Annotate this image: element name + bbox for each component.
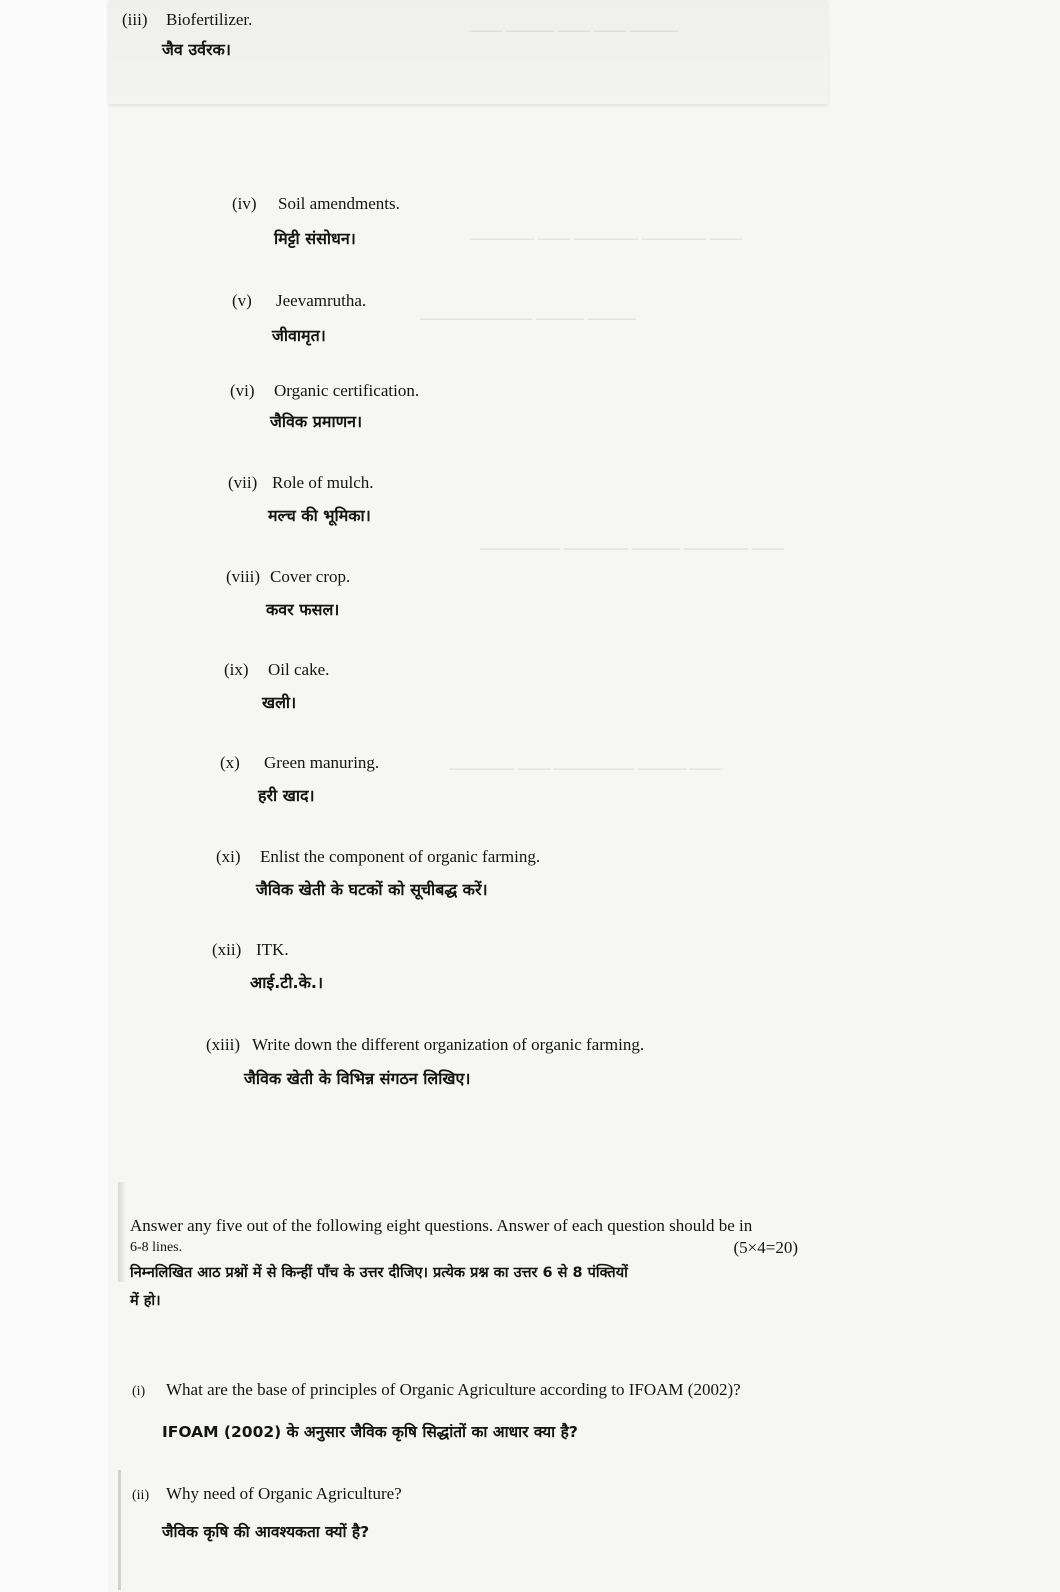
question-text-en: Biofertilizer. — [166, 10, 253, 29]
question-number: (ii) — [132, 1488, 150, 1503]
question-item — [206, 1035, 644, 1055]
question-text-hi: जैविक खेती के विभिन्न संगठन लिखिए। — [244, 1069, 471, 1088]
question-text-en: Role of mulch. — [272, 473, 374, 492]
question-number: (i) — [132, 1384, 146, 1399]
marks-label: (5×4=20) — [733, 1238, 798, 1257]
bleed-through-text: ————— ———— ——— ———— —— — [480, 540, 784, 557]
question-text-hi: जैविक कृषि की आवश्यकता क्यों है? — [162, 1523, 370, 1541]
question-text-hi: जैविक खेती के घटकों को सूचीबद्ध करें। — [256, 880, 488, 899]
question-text-en: ITK. — [256, 940, 289, 959]
page-edge-shadow — [118, 1182, 126, 1282]
question-item — [212, 940, 289, 960]
question-text-hi: जीवामृत। — [272, 326, 326, 345]
question-text-en: Jeevamrutha. — [276, 291, 367, 310]
question-text-en: Cover crop. — [270, 567, 351, 586]
question-text-en: Green manuring. — [264, 753, 380, 772]
instruction-hi-line-1: निम्नलिखित आठ प्रश्नों में से किन्हीं पाँच के उत्तर दीजिए। प्रत्येक प्रश्न का उत्तर 6 से 8 पंक्तियों — [130, 1265, 628, 1281]
instruction-en-line-1: Answer any five out of the following eight questions. Answer of each question should be in — [130, 1216, 753, 1235]
question-text-hi: IFOAM (2002) के अनुसार जैविक कृषि सिद्धांतों का आधार क्या है? — [162, 1423, 578, 1441]
question-text-en: What are the base of principles of Organic Agriculture according to IFOAM (2002)? — [166, 1380, 741, 1399]
question-number: (xiii) — [206, 1035, 240, 1054]
bleed-through-text: ——————— ——— ——— — [420, 310, 636, 327]
question-item — [230, 381, 419, 401]
question-item — [220, 753, 379, 773]
page-margin — [0, 0, 108, 1592]
question-text-hi: कवर फसल। — [266, 600, 340, 619]
question-number: (vii) — [228, 473, 258, 492]
question-text-en: Why need of Organic Agriculture? — [166, 1484, 402, 1503]
question-item — [132, 1380, 741, 1400]
question-number: (v) — [232, 291, 252, 310]
instruction-hi-line-2: में हो। — [130, 1293, 161, 1309]
bleed-through-text: —— ——— —— —— ——— — [470, 22, 678, 39]
instruction-en-line-2: 6-8 lines. — [130, 1240, 183, 1255]
question-text-hi: हरी खाद। — [258, 786, 315, 805]
question-text-en: Enlist the component of organic farming. — [260, 847, 541, 866]
question-number: (vi) — [230, 381, 255, 400]
question-text-en: Write down the different organization of organic farming. — [252, 1035, 645, 1054]
question-text-hi: जैविक प्रमाणन। — [270, 412, 363, 431]
question-number: (iv) — [232, 194, 257, 213]
question-number: (ix) — [224, 660, 249, 679]
question-text-en: Soil amendments. — [278, 194, 400, 213]
section-instructions — [130, 1216, 800, 1310]
bleed-through-text: ———— —— ————— ——— —— — [450, 760, 722, 777]
question-text-hi: मिट्टी संसोधन। — [274, 229, 356, 248]
question-text-hi: आई.टी.के.। — [250, 973, 324, 992]
question-item — [216, 847, 540, 867]
question-item — [122, 10, 252, 30]
question-item — [232, 291, 366, 311]
question-text-en: Organic certification. — [274, 381, 420, 400]
question-text-hi: जैव उर्वरक। — [162, 40, 231, 59]
question-number: (iii) — [122, 10, 148, 29]
question-number: (xi) — [216, 847, 241, 866]
question-item — [224, 660, 329, 680]
page-edge-shadow — [118, 1470, 121, 1590]
question-item — [232, 194, 400, 214]
question-number: (xii) — [212, 940, 242, 959]
question-text-en: Oil cake. — [268, 660, 330, 679]
question-item — [132, 1484, 402, 1504]
bleed-through-text: ———— —— ———— ———— —— — [470, 230, 742, 247]
question-text-hi: मल्च की भूमिका। — [268, 506, 371, 525]
question-text-hi: खली। — [262, 693, 297, 712]
question-number: (viii) — [226, 567, 260, 586]
question-item — [226, 567, 350, 587]
question-number: (x) — [220, 753, 240, 772]
question-item — [228, 473, 374, 493]
